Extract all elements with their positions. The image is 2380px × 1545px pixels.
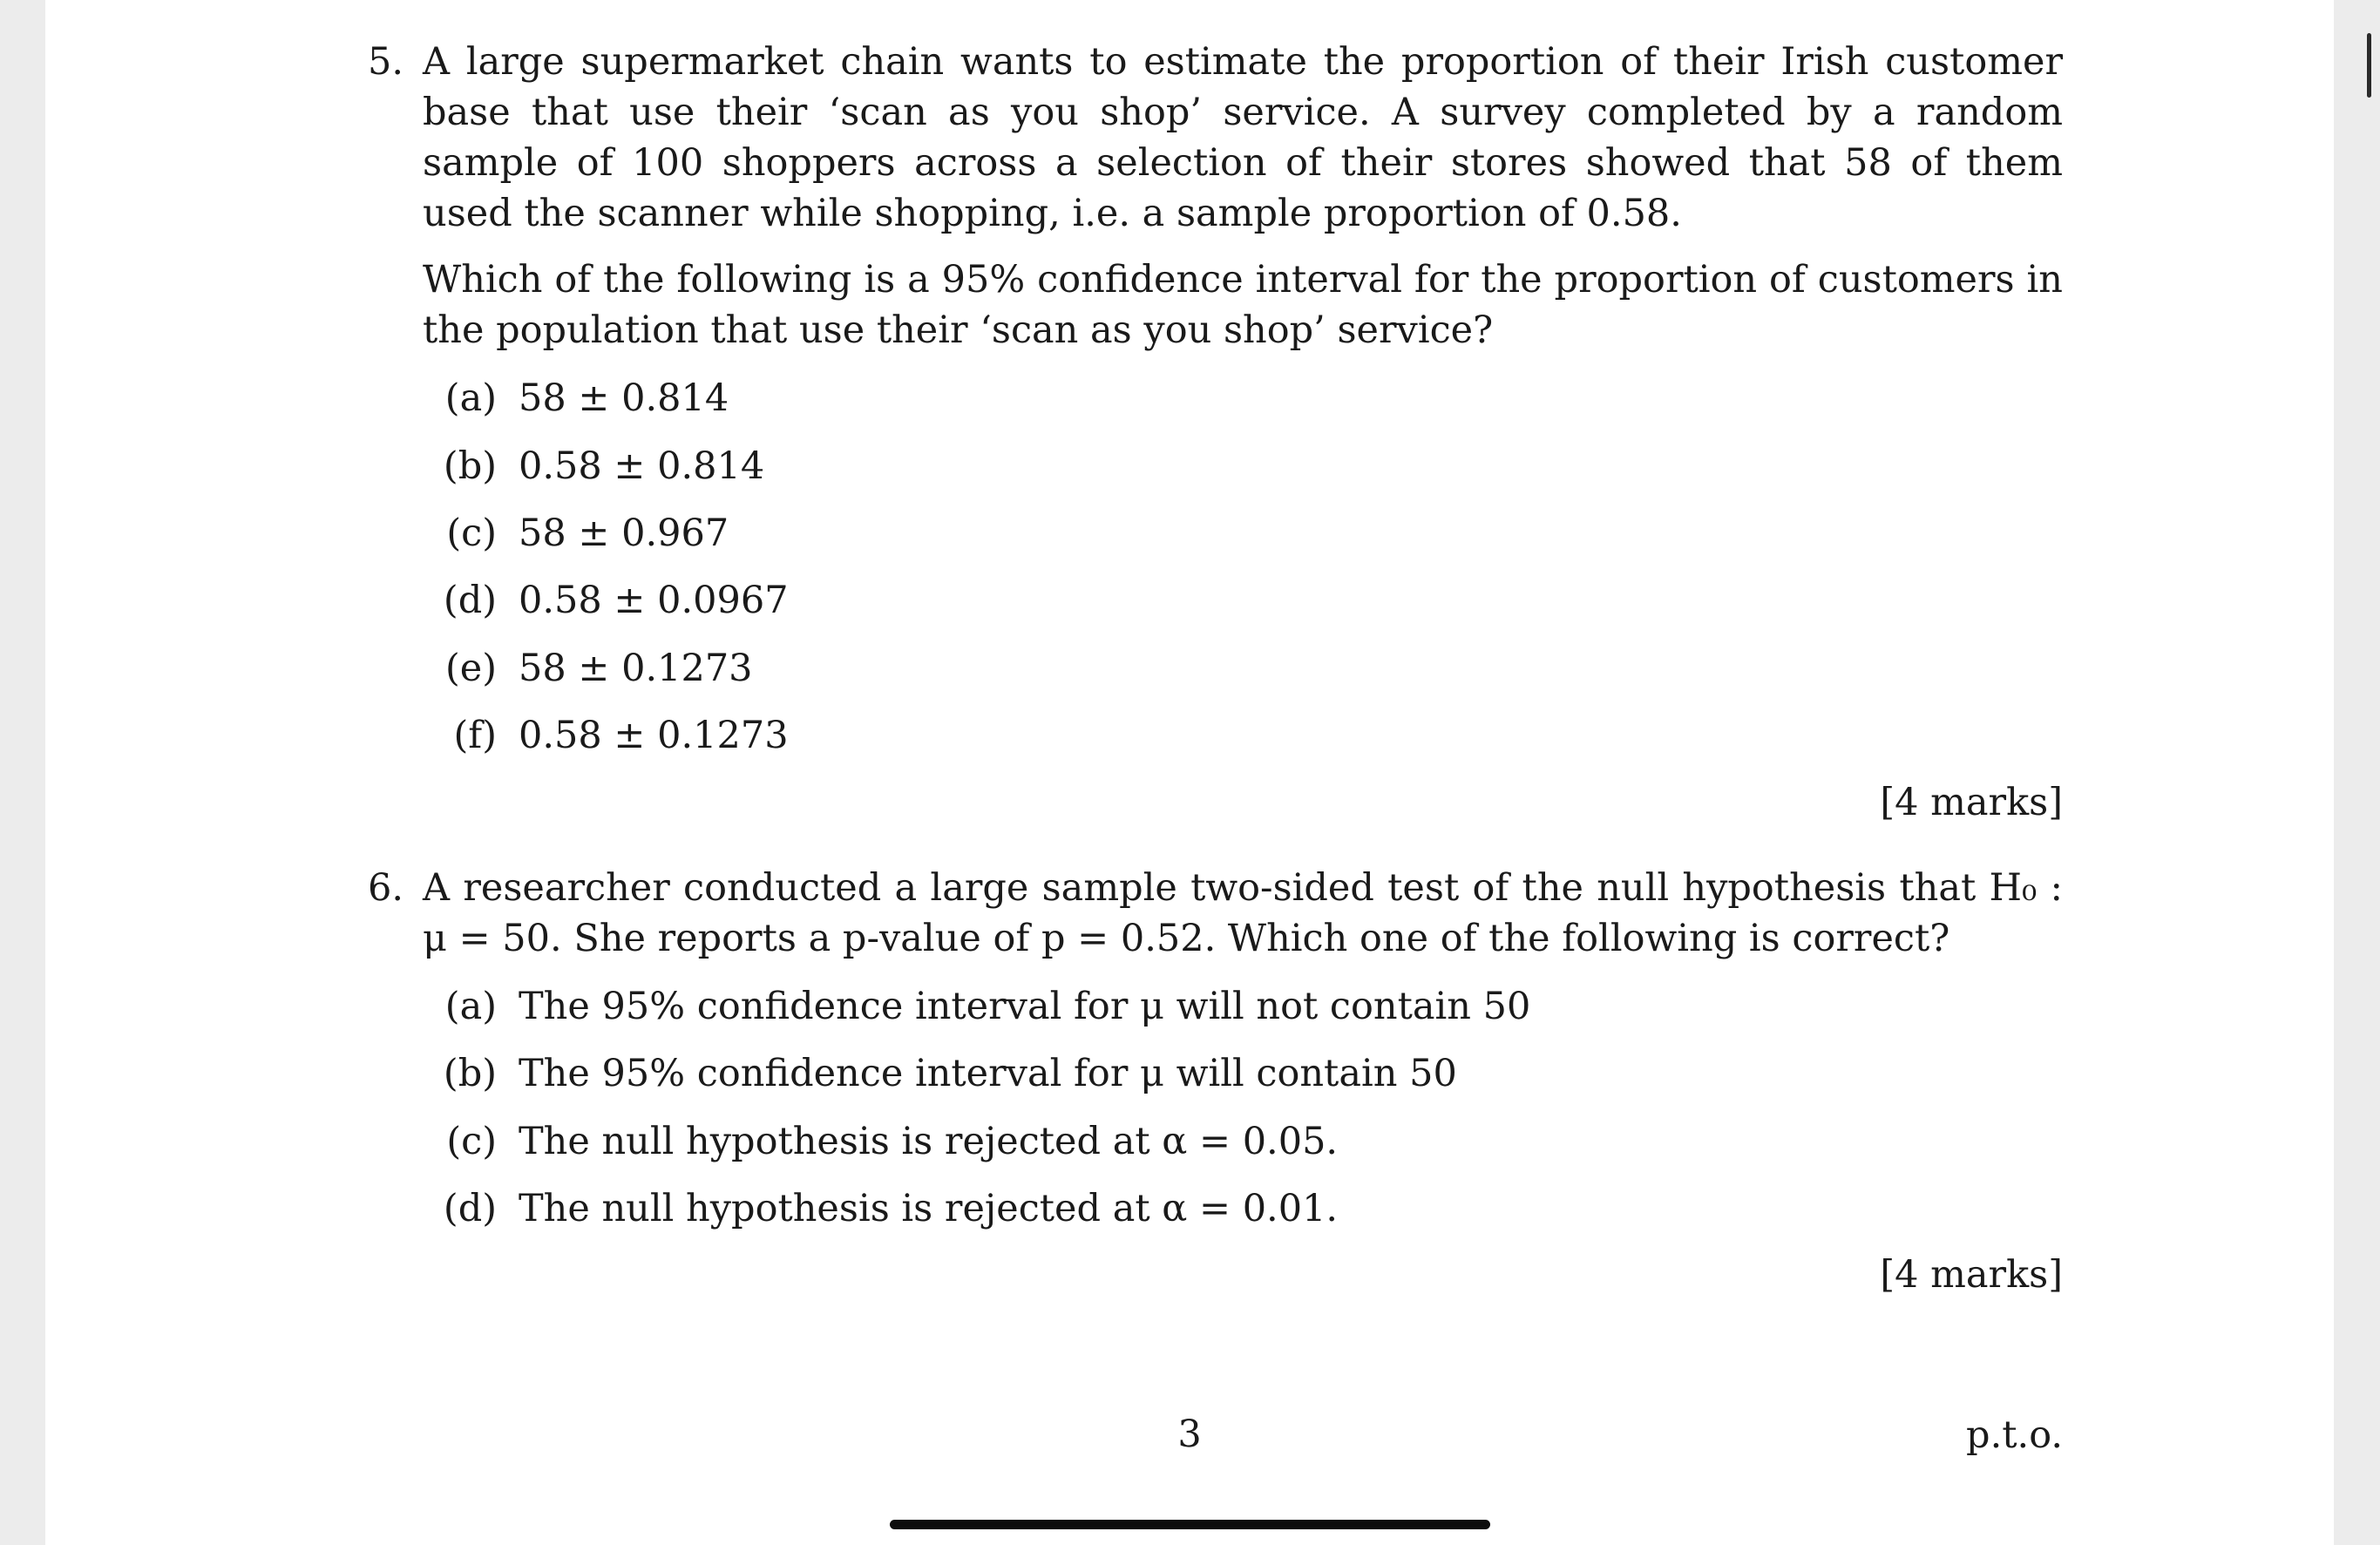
q6-option-d-label: (d) xyxy=(443,1187,497,1230)
q5-option-b-label: (b) xyxy=(443,444,497,488)
q6-intro: A researcher conducted a large sample two-sided test of the null hypothesis that H₀ : μ = 50. She reports a p-value of p = 0.52. Which one of the following is correct? xyxy=(423,866,2063,960)
q5-option-e-label: (e) xyxy=(445,647,497,690)
q5-option-b-text: 0.58 ± 0.814 xyxy=(519,444,765,488)
q5-option-f-text: 0.58 ± 0.1273 xyxy=(519,714,789,757)
q6-option-a-label: (a) xyxy=(444,985,497,1028)
q5-option-d-label: (d) xyxy=(443,579,497,622)
q5-option-a-label: (a) xyxy=(444,376,497,420)
q6-option-b-text: The 95% confidence interval for μ will contain 50 xyxy=(519,1052,1457,1095)
q5-option-d-text: 0.58 ± 0.0967 xyxy=(519,579,789,622)
q5-question: Which of the following is a 95% confidence interval for the proportion of customers in the population that use their ‘scan as you shop’ service? xyxy=(423,258,2063,352)
q6-option-a-text: The 95% confidence interval for μ will not contain 50 xyxy=(519,985,1531,1028)
q5-option-a-text: 58 ± 0.814 xyxy=(519,376,729,420)
q6-option-c-text: The null hypothesis is rejected at α = 0.05. xyxy=(519,1120,1339,1163)
q5-intro: A large supermarket chain wants to estimate the proportion of their Irish customer base that use their ‘scan as you shop’ service. A survey completed by a random sample of 100 shoppers across a selection of their stores showed that 58 of them used the scanner while shopping, i.e. a sample proportion of 0.58. xyxy=(423,40,2063,235)
q5-option-f-label: (f) xyxy=(453,714,497,757)
pto-label: p.t.o. xyxy=(1966,1413,2063,1457)
q5-option-c-label: (c) xyxy=(446,512,497,555)
page-number: 3 xyxy=(1177,1413,1202,1456)
scroll-indicator[interactable] xyxy=(2367,33,2371,98)
q5-option-c-text: 58 ± 0.967 xyxy=(519,512,729,555)
q5-number: 5. xyxy=(368,40,404,84)
q6-option-c-label: (c) xyxy=(446,1120,497,1163)
q6-option-d-text: The null hypothesis is rejected at α = 0.01. xyxy=(519,1187,1339,1230)
q5-option-e-text: 58 ± 0.1273 xyxy=(519,647,753,690)
q6-option-b-label: (b) xyxy=(443,1052,497,1095)
home-indicator[interactable] xyxy=(890,1520,1490,1529)
q6-marks: [4 marks] xyxy=(1880,1253,2063,1297)
q5-marks: [4 marks] xyxy=(1880,781,2063,824)
q6-number: 6. xyxy=(368,866,404,910)
